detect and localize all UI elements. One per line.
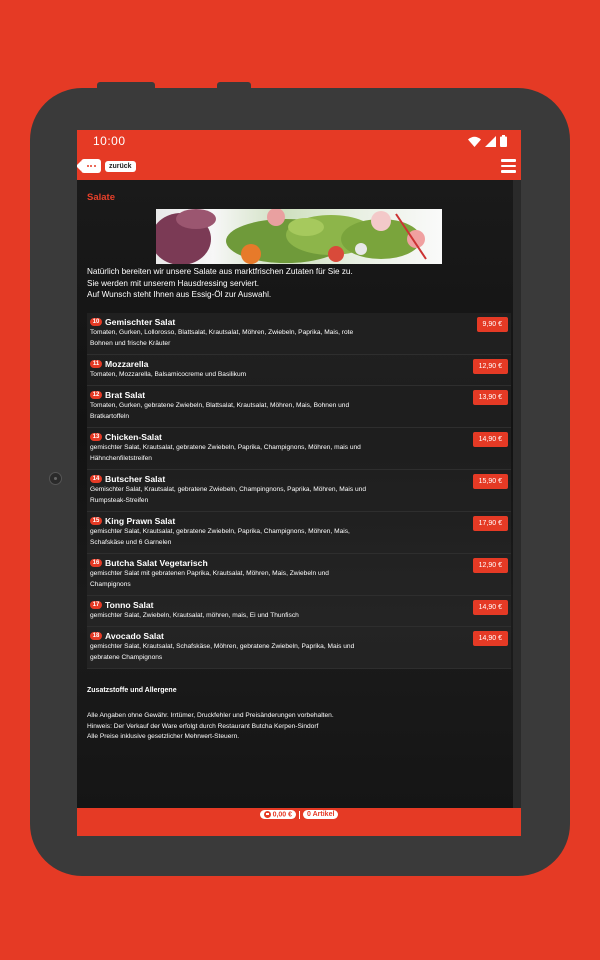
item-number-badge: 17 — [90, 601, 102, 609]
battery-icon — [500, 135, 507, 147]
intro-line: Sie werden mit unserem Hausdressing serviert. — [87, 278, 260, 288]
item-name: Tonno Salat — [105, 600, 154, 610]
item-number-badge: 15 — [90, 517, 102, 525]
item-number-badge: 14 — [90, 475, 102, 483]
item-name: Butscher Salat — [105, 474, 166, 484]
item-number-badge: 11 — [90, 360, 102, 368]
footer-note: Alle Angaben ohne Gewähr. Irrtümer, Druckfehler und Preisänderungen vorbehalten. — [87, 712, 334, 719]
cart-articles: 0 Artikel — [307, 811, 335, 819]
menu-item[interactable] — [87, 470, 511, 512]
allergens-link[interactable]: Zusatzstoffe und Allergene — [87, 687, 177, 694]
cart-icon — [264, 811, 271, 818]
signal-icon — [485, 136, 496, 147]
item-name: Gemischter Salat — [105, 317, 176, 327]
item-name: Mozzarella — [105, 359, 149, 369]
price-button[interactable]: 14,90 € — [473, 432, 508, 447]
item-description: Gemischter Salat, Krautsalat, gebratene Zwiebeln, Champingnons, Paprika, Möhren, Mais und Rumpsteak-Streifen — [90, 486, 366, 504]
status-time: 10:00 — [93, 134, 126, 148]
intro-line: Natürlich bereiten wir unsere Salate aus marktfrischen Zutaten für Sie zu. — [87, 267, 353, 276]
item-description: Tomaten, Gurken, gebratene Zwiebeln, Blattsalat, Krautsalat, Möhren, Mais, Bohnen und Bratkartoffeln — [90, 402, 350, 420]
back-icon — [81, 159, 101, 173]
item-number-badge: 18 — [90, 632, 102, 640]
app-bar — [77, 152, 521, 180]
price-button[interactable]: 14,90 € — [473, 600, 508, 615]
scrollbar[interactable] — [513, 180, 521, 808]
cart-total: 0,00 € — [272, 811, 293, 819]
section-intro — [87, 266, 507, 301]
back-button[interactable] — [81, 158, 136, 174]
salad-image — [156, 209, 442, 264]
price-button[interactable]: 14,90 € — [473, 631, 508, 646]
footer-note: Alle Preise inklusive gesetzlicher Mehrwert-Steuern. — [87, 733, 240, 740]
item-description: gemischter Salat, Krautsalat, gebratene Zwiebeln, Paprika, Champignons, Möhren, mais und Hähnchenfiletstreifen — [90, 444, 361, 462]
item-number-badge: 16 — [90, 559, 102, 567]
menu-item[interactable] — [87, 554, 511, 596]
divider — [299, 811, 300, 819]
price-button[interactable]: 9,90 € — [477, 317, 508, 332]
price-button[interactable]: 17,90 € — [473, 516, 508, 531]
menu-item[interactable] — [87, 512, 511, 554]
menu-item[interactable] — [87, 596, 511, 627]
item-name: King Prawn Salat — [105, 516, 176, 526]
item-description: Tomaten, Mozzarella, Balsamicocreme und Basilikum — [90, 371, 247, 378]
back-label: zurück — [105, 161, 136, 172]
cart-total-button[interactable] — [260, 810, 296, 819]
footer-note: Hinweis: Der Verkauf der Ware erfolgt durch Restaurant Butcha Kerpen-Sindorf — [87, 722, 319, 730]
item-number-badge: 10 — [90, 318, 102, 326]
section-title: Salate — [87, 192, 115, 203]
price-button[interactable]: 12,90 € — [473, 558, 508, 573]
item-description: gemischter Salat mit gebratenen Paprika, Krautsalat, Möhren, Mais, Zwiebeln und Champignons — [90, 570, 329, 588]
item-name: Brat Salat — [105, 390, 146, 400]
item-description: gemischter Salat, Krautsalat, gebratene Zwiebeln, Paprika, Champignons, Möhren, Mais, Schafskäse und 6 Garnelen — [90, 528, 350, 546]
menu-items-list — [87, 313, 511, 669]
item-number-badge: 12 — [90, 391, 102, 399]
hamburger-menu-icon[interactable] — [501, 159, 516, 173]
footer-notes — [87, 711, 334, 743]
cart-bar — [77, 808, 521, 836]
item-description: Tomaten, Gurken, Lollorosso, Blattsalat, Krautsalat, Möhren, Zwiebeln, Paprika, Mais, rote Bohnen und frische Kräuter — [90, 329, 354, 347]
menu-content[interactable] — [77, 180, 521, 808]
wifi-icon — [468, 136, 481, 147]
status-icons — [468, 134, 507, 148]
menu-item[interactable] — [87, 428, 511, 470]
status-bar — [77, 130, 521, 152]
menu-item[interactable] — [87, 386, 511, 428]
cart-articles-button[interactable] — [303, 810, 338, 819]
menu-item[interactable] — [87, 313, 511, 355]
menu-item[interactable] — [87, 627, 511, 669]
front-camera — [49, 472, 62, 485]
item-number-badge: 13 — [90, 433, 102, 441]
price-button[interactable]: 15,90 € — [473, 474, 508, 489]
menu-item[interactable] — [87, 355, 511, 386]
intro-line: Auf Wunsch steht Ihnen aus Essig-Öl zur Auswahl. — [87, 290, 272, 299]
item-description: gemischter Salat, Krautsalat, Schafskäse, Möhren, gebratene Zwiebeln, Paprika, Mais und gebratene Champignons — [90, 643, 355, 661]
screen — [77, 130, 521, 836]
item-name: Butcha Salat Vegetarisch — [105, 558, 208, 568]
item-name: Avocado Salat — [105, 631, 164, 641]
item-description: gemischter Salat, Zwiebeln, Krautsalat, möhren, mais, Ei und Thunfisch — [90, 612, 299, 619]
price-button[interactable]: 13,90 € — [473, 390, 508, 405]
item-name: Chicken-Salat — [105, 432, 162, 442]
price-button[interactable]: 12,90 € — [473, 359, 508, 374]
